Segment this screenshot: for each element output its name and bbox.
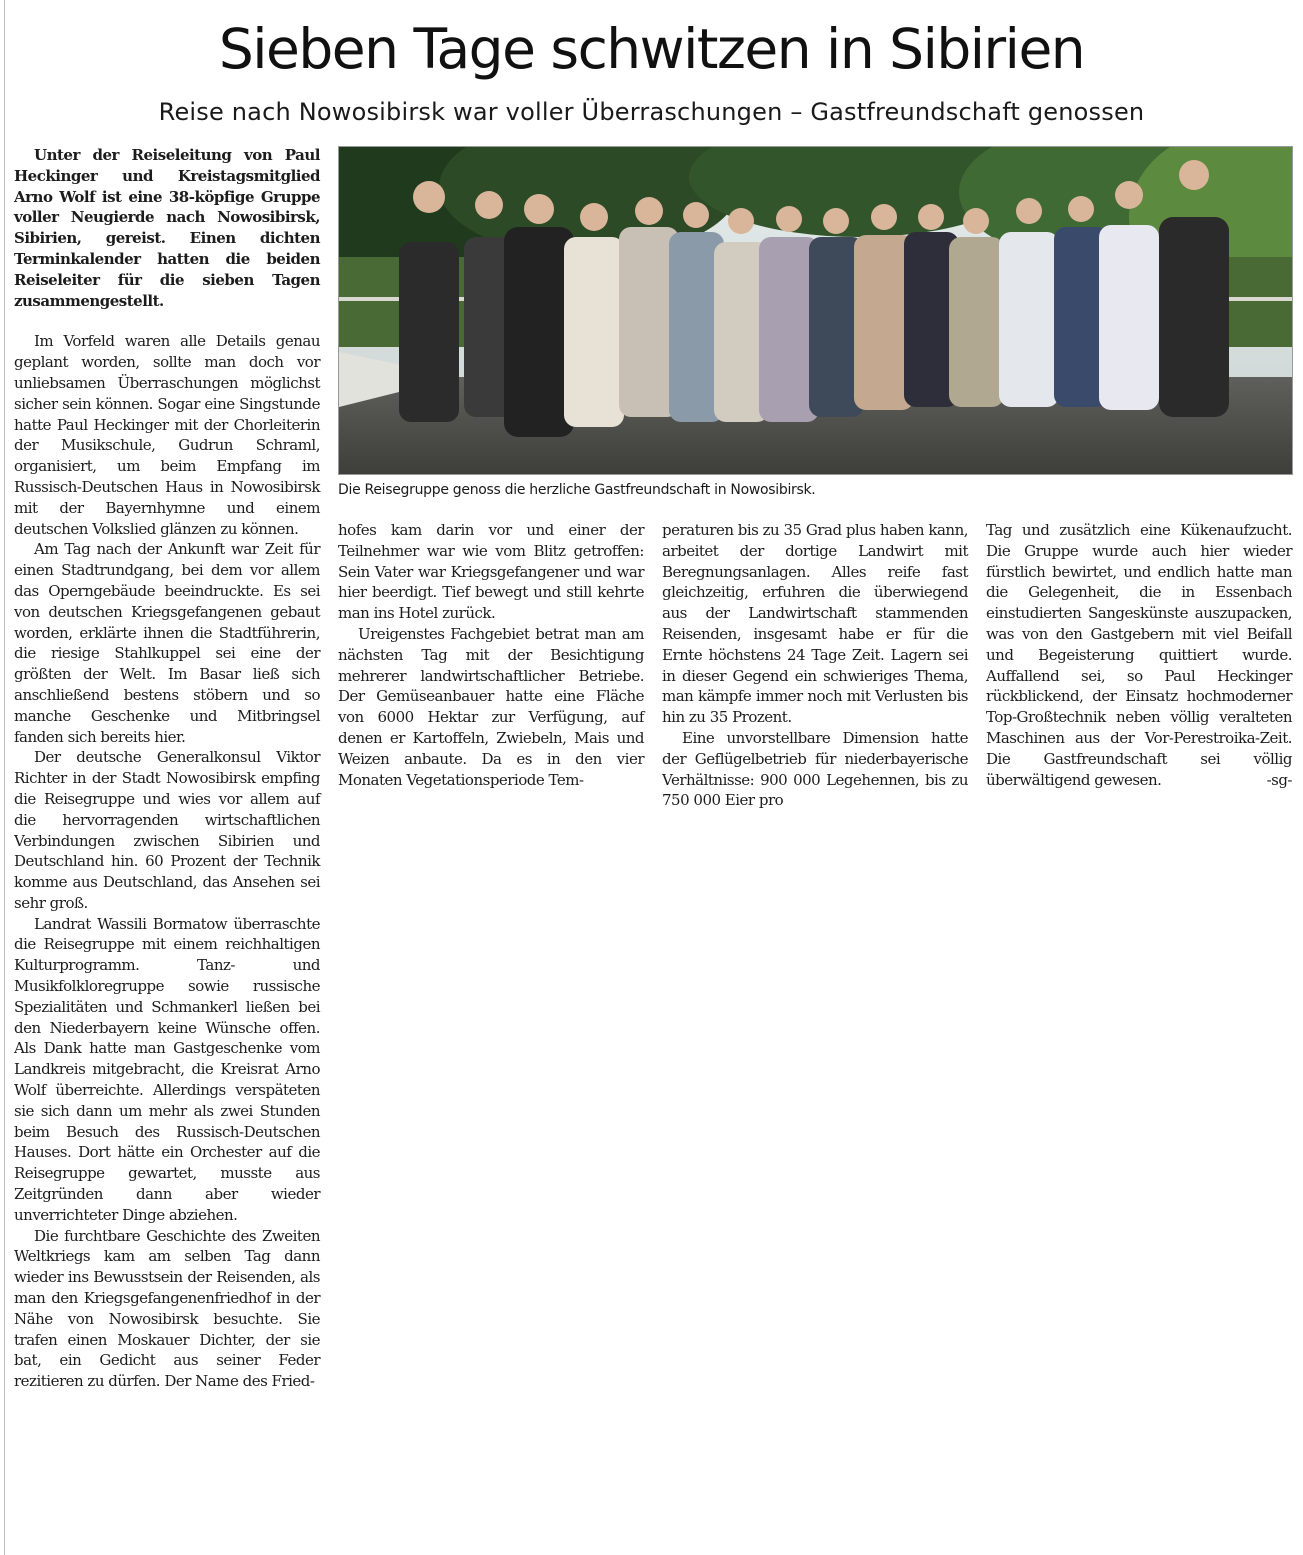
body-paragraph: Im Vorfeld waren alle Details genau geplant worden, sollte man doch vor unliebsamen Überraschungen möglichst sicher sein können. Sogar eine Singstunde hatte Paul Heckinger mit der Chorleiterin der Musikschule, Gudrun Schraml, organisiert, um beim Empfang im Russisch-Deutschen Haus in Nowosibirsk mit der Bayernhymne und einem deutschen Volkslied glänzen zu können. <box>14 332 320 538</box>
body-paragraph: Eine unvorstellbare Dimension hatte der Geflügelbetrieb für niederbayerische Verhältnisse: 900 000 Legehennen, bis zu 750 000 Eier pro <box>662 728 968 810</box>
article-column-1 <box>14 145 320 1392</box>
body-paragraph: Landrat Wassili Bormatow überraschte die Reisegruppe mit einem reichhaltigen Kulturprogramm. Tanz- und Musikfolkloregruppe sowie russische Spezialitäten und Schmankerl ließen bei den Niederbayern keine Wünsche offen. Als Dank hatte man Gastgeschenke vom Landkreis mitgebracht, die Kreisrat Arno Wolf überreichte. Allerdings verspäteten sie sich dann um mehr als zwei Stunden beim Besuch des Russisch-Deutschen Hauses. Dort hätte ein Orchester auf die Reisegruppe gewartet, musste aus Zeitgründen dann aber wieder unverrichteter Dinge abziehen. <box>14 914 320 1224</box>
body-paragraph: Am Tag nach der Ankunft war Zeit für einen Stadtrundgang, bei dem vor allem das Operngebäude beeindruckte. Es sei von deutschen Kriegsgefangenen gebaut worden, erklärte ihnen die Stadtführerin, die riesige Stahlkuppel sei eine der größten der Welt. Im Basar ließ sich anschließend bestens stöbern und so manche Geschenke und Mitbringsel fanden sich bereits hier. <box>14 540 320 746</box>
author-signature: -sg- <box>1266 770 1292 789</box>
body-paragraph: Die furchtbare Geschichte des Zweiten Weltkriegs kam am selben Tag dann wieder ins Bewusstsein der Reisenden, als man den Kriegsgefangenenfriedhof in der Nähe von Nowosibirsk besuchte. Sie trafen einen Moskauer Dichter, der sie bat, ein Gedicht aus seiner Feder rezitieren zu dürfen. Der Name des Fried- <box>14 1226 320 1391</box>
article-column-2 <box>338 520 644 790</box>
body-paragraph <box>986 520 1292 790</box>
body-paragraph: hofes kam darin vor und einer der Teilnehmer war wie vom Blitz getroffen: Sein Vater war Kriegsgefangener und war hier beerdigt. Tief bewegt und still kehrte man ins Hotel zurück. <box>338 521 644 623</box>
column-rule <box>4 0 5 1555</box>
subheadline: Reise nach Nowosibirsk war voller Überraschungen – Gastfreundschaft genossen <box>158 98 1145 126</box>
lead-paragraph: Unter der Reiseleitung von Paul Heckinger und Kreistagsmitglied Arno Wolf ist eine 38-köpfige Gruppe voller Neugierde nach Nowosibirsk, Sibirien, gereist. Einen dichten Terminkalender hatten die beiden Reiseleiter für die sieben Tagen zusammengestellt. <box>14 146 320 310</box>
group-photo-image <box>339 147 1292 474</box>
body-paragraph: peraturen bis zu 35 Grad plus haben kann, arbeitet der dortige Landwirt mit Beregnungsanlagen. Alles reife fast gleichzeitig, erfuhren die überwiegend aus der Landwirtschaft stammenden Reisenden, insgesamt habe er für die Ernte höchstens 24 Tage Zeit. Lagern sei in dieser Gegend ein schwieriges Thema, man kämpfe immer noch mit Verlusten bis hin zu 35 Prozent. <box>662 521 968 727</box>
article-column-4 <box>986 520 1292 790</box>
headline: Sieben Tage schwitzen in Sibirien <box>218 17 1085 81</box>
body-paragraph: Ureigenstes Fachgebiet betrat man am nächsten Tag mit der Besichtigung mehrerer landwirtschaftlicher Betriebe. Der Gemüseanbauer hatte eine Fläche von 6000 Hektar zur Verfügung, auf denen er Kartoffeln, Zwiebeln, Mais und Weizen anbaute. Da es in den vier Monaten Vegetationsperiode Tem- <box>338 624 644 789</box>
body-paragraph: Der deutsche Generalkonsul Viktor Richter in der Stadt Nowosibirsk empfing die Reisegruppe und wies vor allem auf die hervorragenden wirtschaftlichen Verbindungen zwischen Sibirien und Deutschland hin. 60 Prozent der Technik komme aus Deutschland, das Ansehen sei sehr groß. <box>14 748 320 912</box>
group-photo <box>338 146 1293 475</box>
photo-caption: Die Reisegruppe genoss die herzliche Gastfreundschaft in Nowosibirsk. <box>338 482 816 498</box>
body-text: Tag und zusätzlich eine Kükenaufzucht. Die Gruppe wurde auch hier wieder fürstlich bewirtet, und endlich hatte man die Gelegenheit, die in Essenbach einstudierten Sangeskünste auszupacken, was von den Gastgebern mit viel Beifall und Begeisterung quittiert wurde. Auffallend sei, so Paul Heckinger rückblickend, der Einsatz hochmoderner Top-Großtechnik neben völlig veralteten Maschinen aus der Vor-Perestroika-Zeit. Die Gastfreundschaft sei völlig überwältigend gewesen. <box>986 521 1292 789</box>
article-column-3 <box>662 520 968 811</box>
